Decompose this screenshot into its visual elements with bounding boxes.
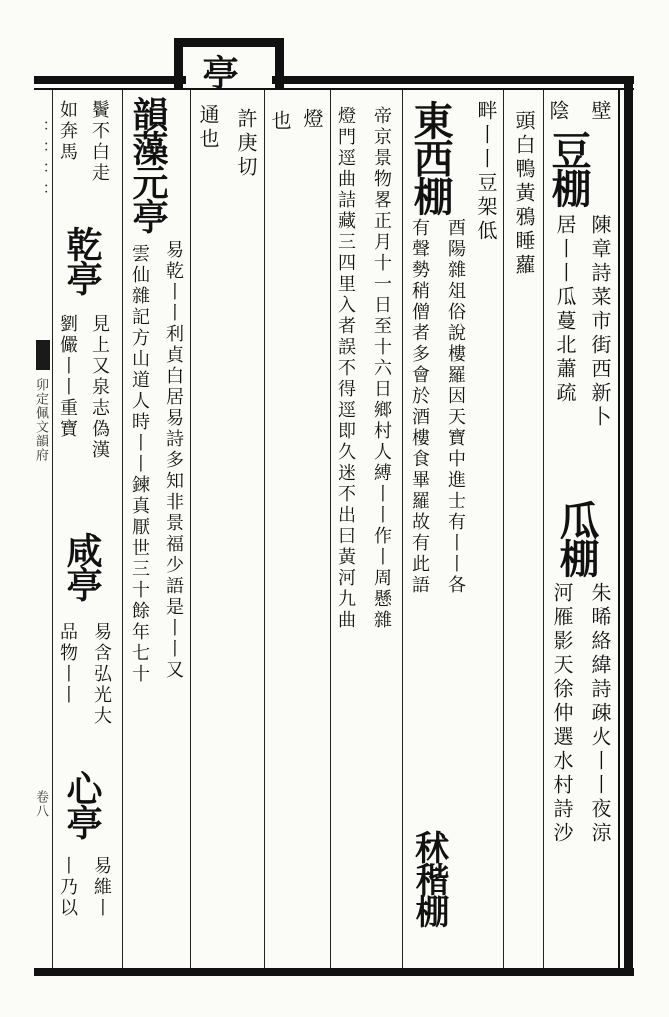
column-divider <box>402 90 403 968</box>
text-column: 河雁影天徐仲選水村詩沙 <box>550 582 574 846</box>
tab-border-left <box>174 38 183 88</box>
headword: 瓜棚 <box>553 500 600 576</box>
text-column: 有聲勢稍僧者多會於酒樓食畢羅故有此語 <box>409 218 430 596</box>
text-column: 易維丨 <box>91 856 112 919</box>
text-column: 雲仙雜記方山道人時丨丨鍊真厭世三十餘年七十 <box>129 244 150 685</box>
tab-border-right <box>275 38 284 88</box>
text-column: 壁 <box>588 100 612 124</box>
top-inner-border <box>34 88 634 90</box>
text-column: 陳章詩菜市街西新卜 <box>588 214 612 430</box>
tab-border-top <box>174 38 284 47</box>
column-divider <box>503 90 504 968</box>
top-border <box>34 76 634 84</box>
column-divider <box>543 90 544 968</box>
text-column: 見上又泉志偽漢 <box>89 314 110 461</box>
text-column: 畔丨丨豆架低 <box>474 100 498 244</box>
headword: 秫稭棚 <box>409 830 449 926</box>
text-column: 燈 <box>300 108 324 132</box>
margin-book-title: 卯定佩文韻府 <box>33 378 48 462</box>
headword: 乾亭 <box>61 226 103 294</box>
headword: 豆棚 <box>545 130 592 206</box>
text-column: 如奔馬 <box>57 100 78 163</box>
column-divider <box>264 90 265 968</box>
text-column: 頭白鴨黃鴉睡蘿 <box>512 110 536 278</box>
text-column: 陰 <box>546 100 570 124</box>
text-column: 丨乃以 <box>57 856 78 919</box>
text-column: 帝京景物畧正月十一日至十六日鄉村人縛丨丨作丨周懸雜 <box>371 106 392 631</box>
right-inner-border <box>618 88 620 968</box>
text-column: 酉陽雜俎俗說樓羅因天寶中進士有丨丨各 <box>445 218 466 596</box>
text-column: 鬢不白走 <box>89 100 110 184</box>
tab-headword: 亭 <box>197 54 239 88</box>
text-column: 品物丨丨 <box>57 622 78 706</box>
text-column: 也 <box>268 110 292 134</box>
text-column: 許庚切 <box>234 108 258 180</box>
margin-volume: 卷八 <box>33 790 48 818</box>
text-column: 通也 <box>196 104 220 152</box>
text-column: 朱晞絡緯詩疎火丨丨夜涼 <box>588 582 612 846</box>
right-border <box>624 76 633 976</box>
headword: 韻藻元亭 <box>127 96 169 232</box>
bottom-border <box>34 968 634 976</box>
column-divider <box>190 90 191 968</box>
text-column: 居丨丨瓜蔓北蕭疏 <box>553 214 577 406</box>
column-divider <box>330 90 331 968</box>
headword: 心亭 <box>61 770 103 838</box>
column-divider <box>52 90 53 968</box>
headword: 咸亭 <box>61 532 103 600</box>
margin-black-block <box>36 340 50 370</box>
margin-dots: ：：：： <box>33 120 51 204</box>
text-column: 劉儼丨丨重寶 <box>57 314 78 440</box>
text-column: 燈門逕曲詰藏三四里入者誤不得逕即久迷不出曰黃河九曲 <box>335 106 356 631</box>
column-divider <box>122 90 123 968</box>
text-column: 易含弘光大 <box>91 622 112 727</box>
text-column: 易乾丨丨利貞白居易詩多知非景福少語是丨丨又 <box>163 240 184 681</box>
headword: 東西棚 <box>407 100 454 214</box>
